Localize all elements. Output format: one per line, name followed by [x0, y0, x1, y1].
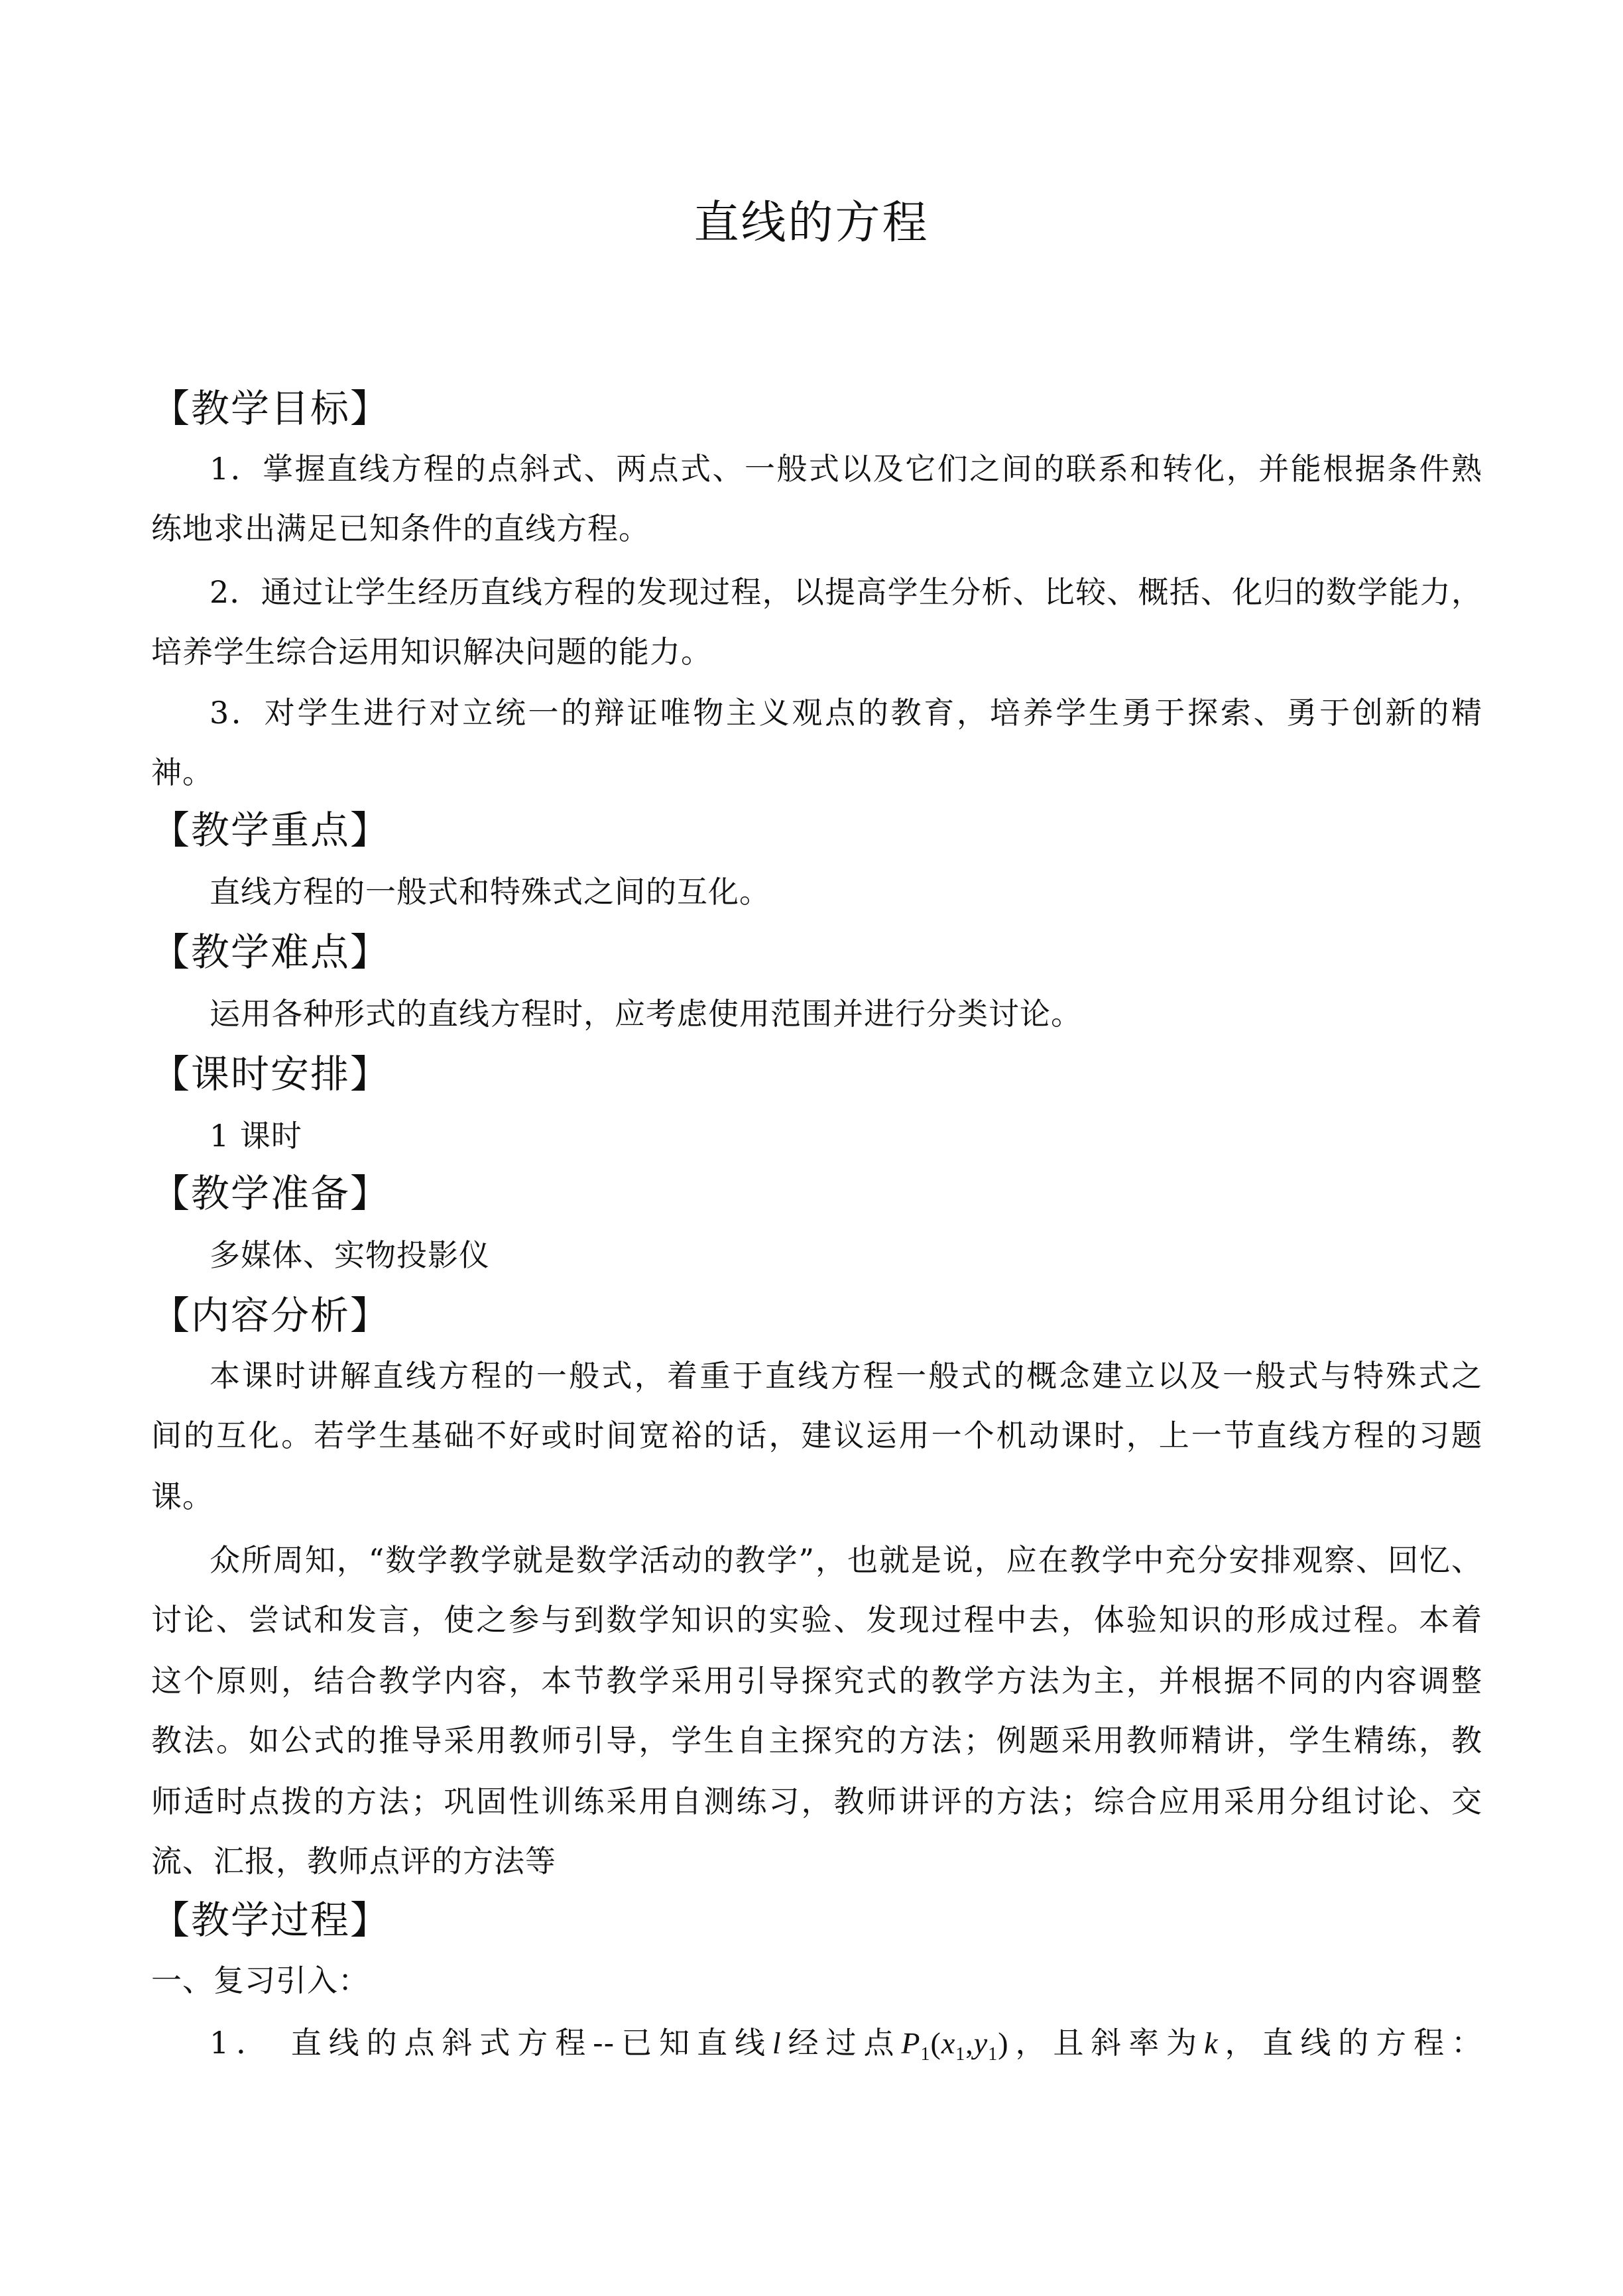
document-title: 直线的方程	[693, 197, 930, 249]
analysis-p2-line-6: 流、汇报，教师点评的方法等	[151, 1843, 556, 1879]
goal-3-line-1: 3．对学生进行对立统一的辩证唯物主义观点的教育，培养学生勇于探索、勇于创新的精	[210, 695, 1482, 731]
heading-content-analysis: 【内容分析】	[151, 1293, 391, 1338]
difficulty-text: 运用各种形式的直线方程时，应考虑使用范围并进行分类讨论。	[210, 996, 1082, 1032]
heading-preparation: 【教学准备】	[151, 1171, 391, 1216]
analysis-p1-line-1: 本课时讲解直线方程的一般式，着重于直线方程一般式的概念建立以及一般式与特殊式之	[210, 1358, 1482, 1394]
schedule-text: 1 课时	[210, 1118, 302, 1154]
goal-3-line-2: 神。	[151, 755, 213, 790]
process-item-1-number: 1．	[210, 2025, 274, 2061]
process-item-1-text-c: ，且斜率为	[1008, 2025, 1205, 2061]
process-item-1-text-b: 经过点	[781, 2025, 902, 2061]
preparation-text: 多媒体、实物投影仪	[210, 1237, 490, 1273]
heading-teaching-goals: 【教学目标】	[151, 386, 391, 431]
analysis-p2-line-5: 师适时点拨的方法；巩固性训练采用自测练习，教师讲评的方法；综合应用采用分组讨论、交	[151, 1783, 1482, 1819]
process-item-1-line	[210, 2020, 1482, 2078]
goal-2-line-2: 培养学生综合运用知识解决问题的能力。	[151, 634, 712, 670]
analysis-p2-line-3: 这个原则，结合教学内容，本节教学采用引导探究式的教学方法为主，并根据不同的内容调整	[151, 1663, 1482, 1699]
heading-key-point: 【教学重点】	[151, 808, 391, 853]
process-item-1-text-a: 直线的点斜式方程--已知直线	[290, 2025, 772, 2061]
heading-schedule: 【课时安排】	[151, 1052, 391, 1097]
analysis-p1-line-2: 间的互化。若学生基础不好或时间宽裕的话，建议运用一个机动课时，上一节直线方程的习题	[151, 1418, 1482, 1453]
goal-2-line-1: 2．通过让学生经历直线方程的发现过程，以提高学生分析、比较、概括、化归的数学能力，	[210, 574, 1482, 610]
goal-1-line-2: 练地求出满足已知条件的直线方程。	[151, 511, 650, 546]
analysis-p2-line-2: 讨论、尝试和发言，使之参与到数学知识的实验、发现过程中去，体验知识的形成过程。本着	[151, 1602, 1482, 1638]
analysis-p2-line-4: 教法。如公式的推导采用教师引导，学生自主探究的方法；例题采用教师精讲，学生精练，教	[151, 1722, 1482, 1758]
math-point-p1: $P_1(x_1,y_1)$	[901, 2026, 1009, 2065]
key-point-text: 直线方程的一般式和特殊式之间的互化。	[210, 874, 770, 910]
heading-teaching-process: 【教学过程】	[151, 1898, 391, 1943]
math-var-l: l	[772, 2026, 782, 2060]
heading-difficulty: 【教学难点】	[151, 930, 391, 975]
analysis-p1-line-3: 课。	[151, 1479, 213, 1514]
math-var-k: k	[1204, 2026, 1219, 2060]
process-part-1: 一、复习引入：	[151, 1963, 369, 1998]
process-item-1-text-d: ，直线的方程：	[1218, 2025, 1483, 2061]
goal-1-line-1: 1．掌握直线方程的点斜式、两点式、一般式以及它们之间的联系和转化，并能根据条件熟	[210, 451, 1482, 487]
analysis-p2-line-1: 众所周知，“数学教学就是数学活动的教学”，也就是说，应在教学中充分安排观察、回忆、	[210, 1542, 1482, 1578]
